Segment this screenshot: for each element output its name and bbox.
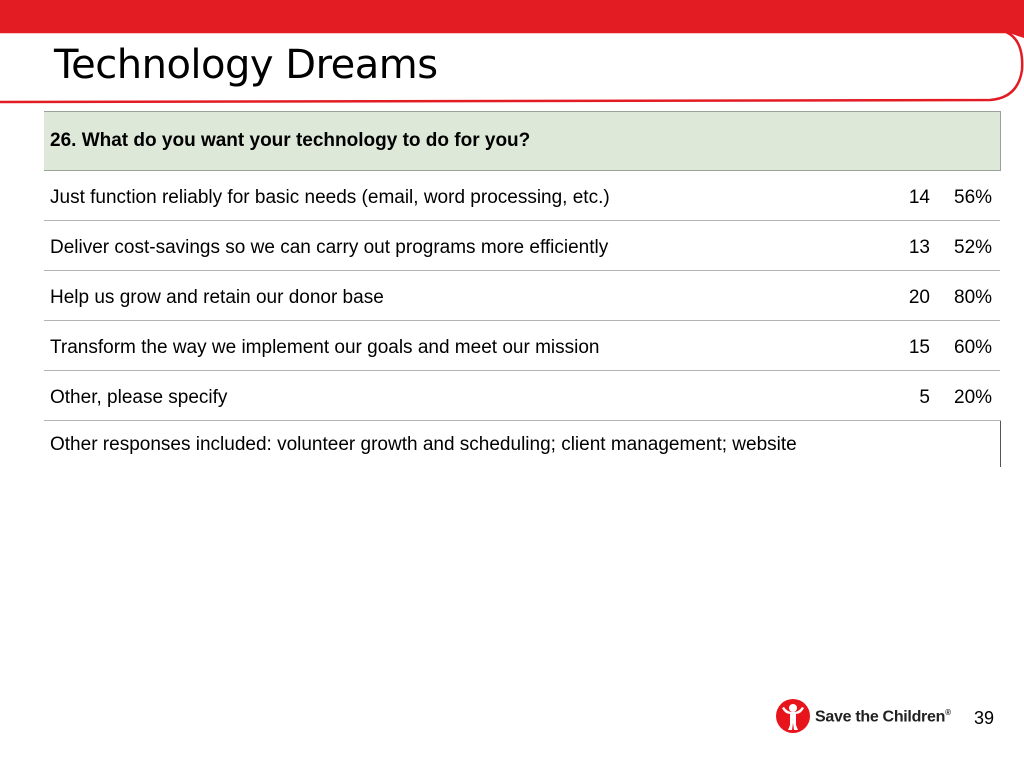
logo-wordmark: Save the Children® — [815, 708, 951, 726]
answer-label: Transform the way we implement our goals and meet our mission — [44, 321, 884, 371]
answer-count: 14 — [884, 171, 936, 221]
other-responses-note: Other responses included: volunteer growth and scheduling; client management; website — [44, 421, 1000, 468]
answer-percent: 60% — [936, 321, 1000, 371]
answer-count: 15 — [884, 321, 936, 371]
question-row — [44, 112, 1000, 171]
answer-row — [44, 271, 1000, 321]
answer-label: Other, please specify — [44, 371, 884, 421]
answer-count: 20 — [884, 271, 936, 321]
answer-row — [44, 321, 1000, 371]
answer-label: Deliver cost-savings so we can carry out programs more efficiently — [44, 221, 884, 271]
answer-count: 13 — [884, 221, 936, 271]
save-the-children-logo — [775, 698, 965, 738]
slide-title: Technology Dreams — [54, 42, 438, 88]
question-text: 26. What do you want your technology to do for you? — [44, 112, 1000, 171]
answer-percent: 20% — [936, 371, 1000, 421]
save-the-children-child-icon — [775, 698, 811, 734]
answer-percent: 52% — [936, 221, 1000, 271]
answer-label: Help us grow and retain our donor base — [44, 271, 884, 321]
answer-row — [44, 221, 1000, 271]
answer-row — [44, 171, 1000, 221]
answer-count: 5 — [884, 371, 936, 421]
note-row — [44, 421, 1000, 468]
answer-row — [44, 371, 1000, 421]
answer-percent: 80% — [936, 271, 1000, 321]
survey-table — [44, 111, 1001, 467]
answer-label: Just function reliably for basic needs (email, word processing, etc.) — [44, 171, 884, 221]
page-number: 39 — [974, 708, 995, 728]
answer-percent: 56% — [936, 171, 1000, 221]
